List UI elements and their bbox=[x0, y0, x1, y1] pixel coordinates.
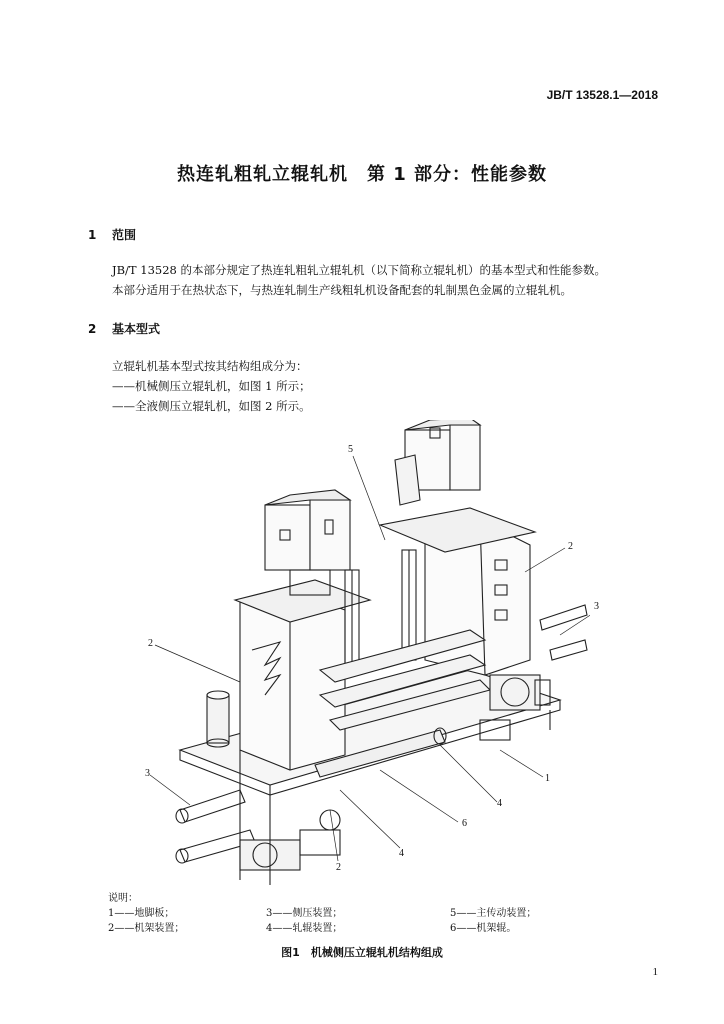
callout-label: 4 bbox=[497, 798, 502, 809]
section-number: 2 bbox=[88, 322, 97, 336]
legend-item: 2——机架装置； bbox=[108, 923, 185, 934]
legend-item: 5——主传动装置； bbox=[450, 908, 537, 919]
legend-item: 4——轧辊装置； bbox=[266, 923, 343, 934]
paragraph-line: ——全液侧压立辊轧机，如图 2 所示。 bbox=[112, 399, 311, 413]
callout-label: 1 bbox=[545, 773, 550, 784]
legend-item: 1——地脚板； bbox=[108, 908, 175, 919]
page-number: 1 bbox=[652, 966, 658, 978]
callout-label: 3 bbox=[594, 601, 599, 612]
figure-caption: 图1 机械侧压立辊轧机结构组成 bbox=[281, 946, 443, 959]
callout-label: 3 bbox=[145, 768, 150, 779]
section-2-body bbox=[112, 356, 311, 416]
legend-title: 说明： bbox=[108, 893, 138, 904]
section-1-heading bbox=[88, 226, 136, 243]
paragraph-line: 立辊轧机基本型式按其结构组成分为： bbox=[112, 359, 308, 373]
paragraph-line: 本部分适用于在热状态下，与热连轧制生产线粗轧机设备配套的轧制黑色金属的立辊轧机。 bbox=[112, 283, 572, 297]
standard-number: JB/T 13528.1—2018 bbox=[546, 88, 658, 102]
section-title: 基本型式 bbox=[112, 322, 161, 336]
callout-label: 4 bbox=[399, 848, 404, 859]
document-title: 热连轧粗轧立辊轧机 第 1 部分：性能参数 bbox=[176, 164, 548, 185]
mill-drawing bbox=[140, 420, 590, 890]
callout-label: 2 bbox=[148, 638, 153, 649]
section-2-heading bbox=[88, 320, 160, 337]
legend-item: 6——机架辊。 bbox=[450, 923, 517, 934]
legend-item: 3——侧压装置； bbox=[266, 908, 343, 919]
callout-label: 2 bbox=[568, 541, 573, 552]
section-number: 1 bbox=[88, 228, 97, 242]
callout-label: 2 bbox=[336, 862, 341, 873]
paragraph-line: JB/T 13528 的本部分规定了热连轧粗轧立辊轧机（以下简称立辊轧机）的基本型式和性能参数。 bbox=[112, 263, 606, 277]
section-title: 范围 bbox=[112, 228, 137, 242]
section-1-body bbox=[112, 260, 606, 300]
callout-label: 5 bbox=[348, 444, 353, 455]
callout-label: 6 bbox=[462, 818, 467, 829]
paragraph-line: ——机械侧压立辊轧机，如图 1 所示； bbox=[112, 379, 311, 393]
